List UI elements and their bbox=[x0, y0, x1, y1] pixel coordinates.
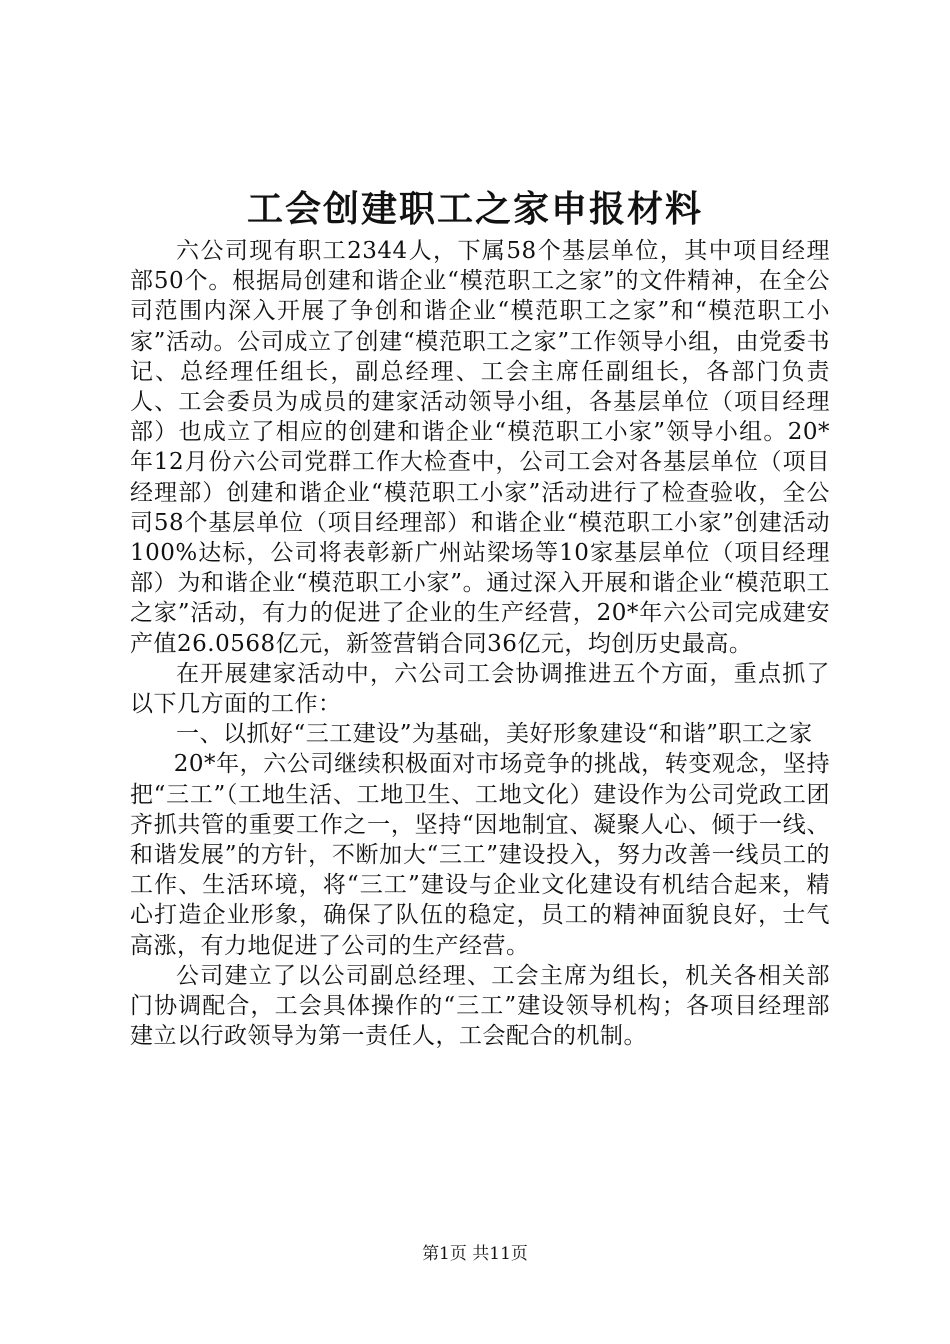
paragraph-work-intro: 在开展建家活动中，六公司工会协调推进五个方面，重点抓了以下几方面的工作： bbox=[130, 660, 830, 718]
section-heading-one: 一、以抓好“三工建设”为基础，美好形象建设“和谐”职工之家 bbox=[176, 721, 813, 748]
page-number: 第1页 共11页 bbox=[422, 1244, 528, 1264]
paragraph-company-overview: 六公司现有职工2344人，下属58个基层单位，其中项目经理部50个。根据局创建和谐企业“模范职工之家”的文件精神，在全公司范围内深入开展了争创和谐企业“模范职工之家”和“模范职工小家”活动。公司成立了创建“模范职工之家”工作领导小组，由党委书记、总经理任组长，副总经理、工会主席任副组长，各部门负责人、工会委员为成员的建家活动领导小组，各基层单位（项目经理部）也成立了相应的创建和谐企业“模范职工小家”领导小组。20*年12月份六公司党群工作大检查中，公司工会对各基层单位（项目经理部）创建和谐企业“模范职工小家”活动进行了检查验收，全公司58个基层单位（项目经理部）和谐企业“模范职工小家”创建活动100%达标，公司将表彰新广州站梁场等10家基层单位（项目经理部）为和谐企业“模范职工小家”。通过深入开展和谐企业“模范职工之家”活动，有力的促进了企业的生产经营，20*年六公司完成建安产值26.0568亿元，新签营销合同36亿元，均创历史最高。 bbox=[130, 238, 830, 657]
page-footer bbox=[0, 1242, 950, 1266]
paragraph-sangong-construction: 20*年，六公司继续积极面对市场竞争的挑战，转变观念，坚持把“三工”（工地生活、工地卫生、工地文化）建设作为公司党政工团齐抓共管的重要工作之一，坚持“因地制宜、凝聚人心、倾于一线、和谐发展”的方针，不断加大“三工”建设投入，努力改善一线员工的工作、生活环境，将“三工”建设与企业文化建设有机结合起来，精心打造企业形象，确保了队伍的稳定，员工的精神面貌良好，士气高涨，有力地促进了公司的生产经营。 bbox=[130, 751, 830, 959]
document-title: 工会创建职工之家申报材料 bbox=[246, 188, 703, 230]
paragraph-leadership-structure: 公司建立了以公司副总经理、工会主席为组长，机关各相关部门协调配合，工会具体操作的“三工”建设领导机构；各项目经理部建立以行政领导为第一责任人，工会配合的机制。 bbox=[130, 962, 830, 1050]
document-body bbox=[130, 236, 830, 1051]
